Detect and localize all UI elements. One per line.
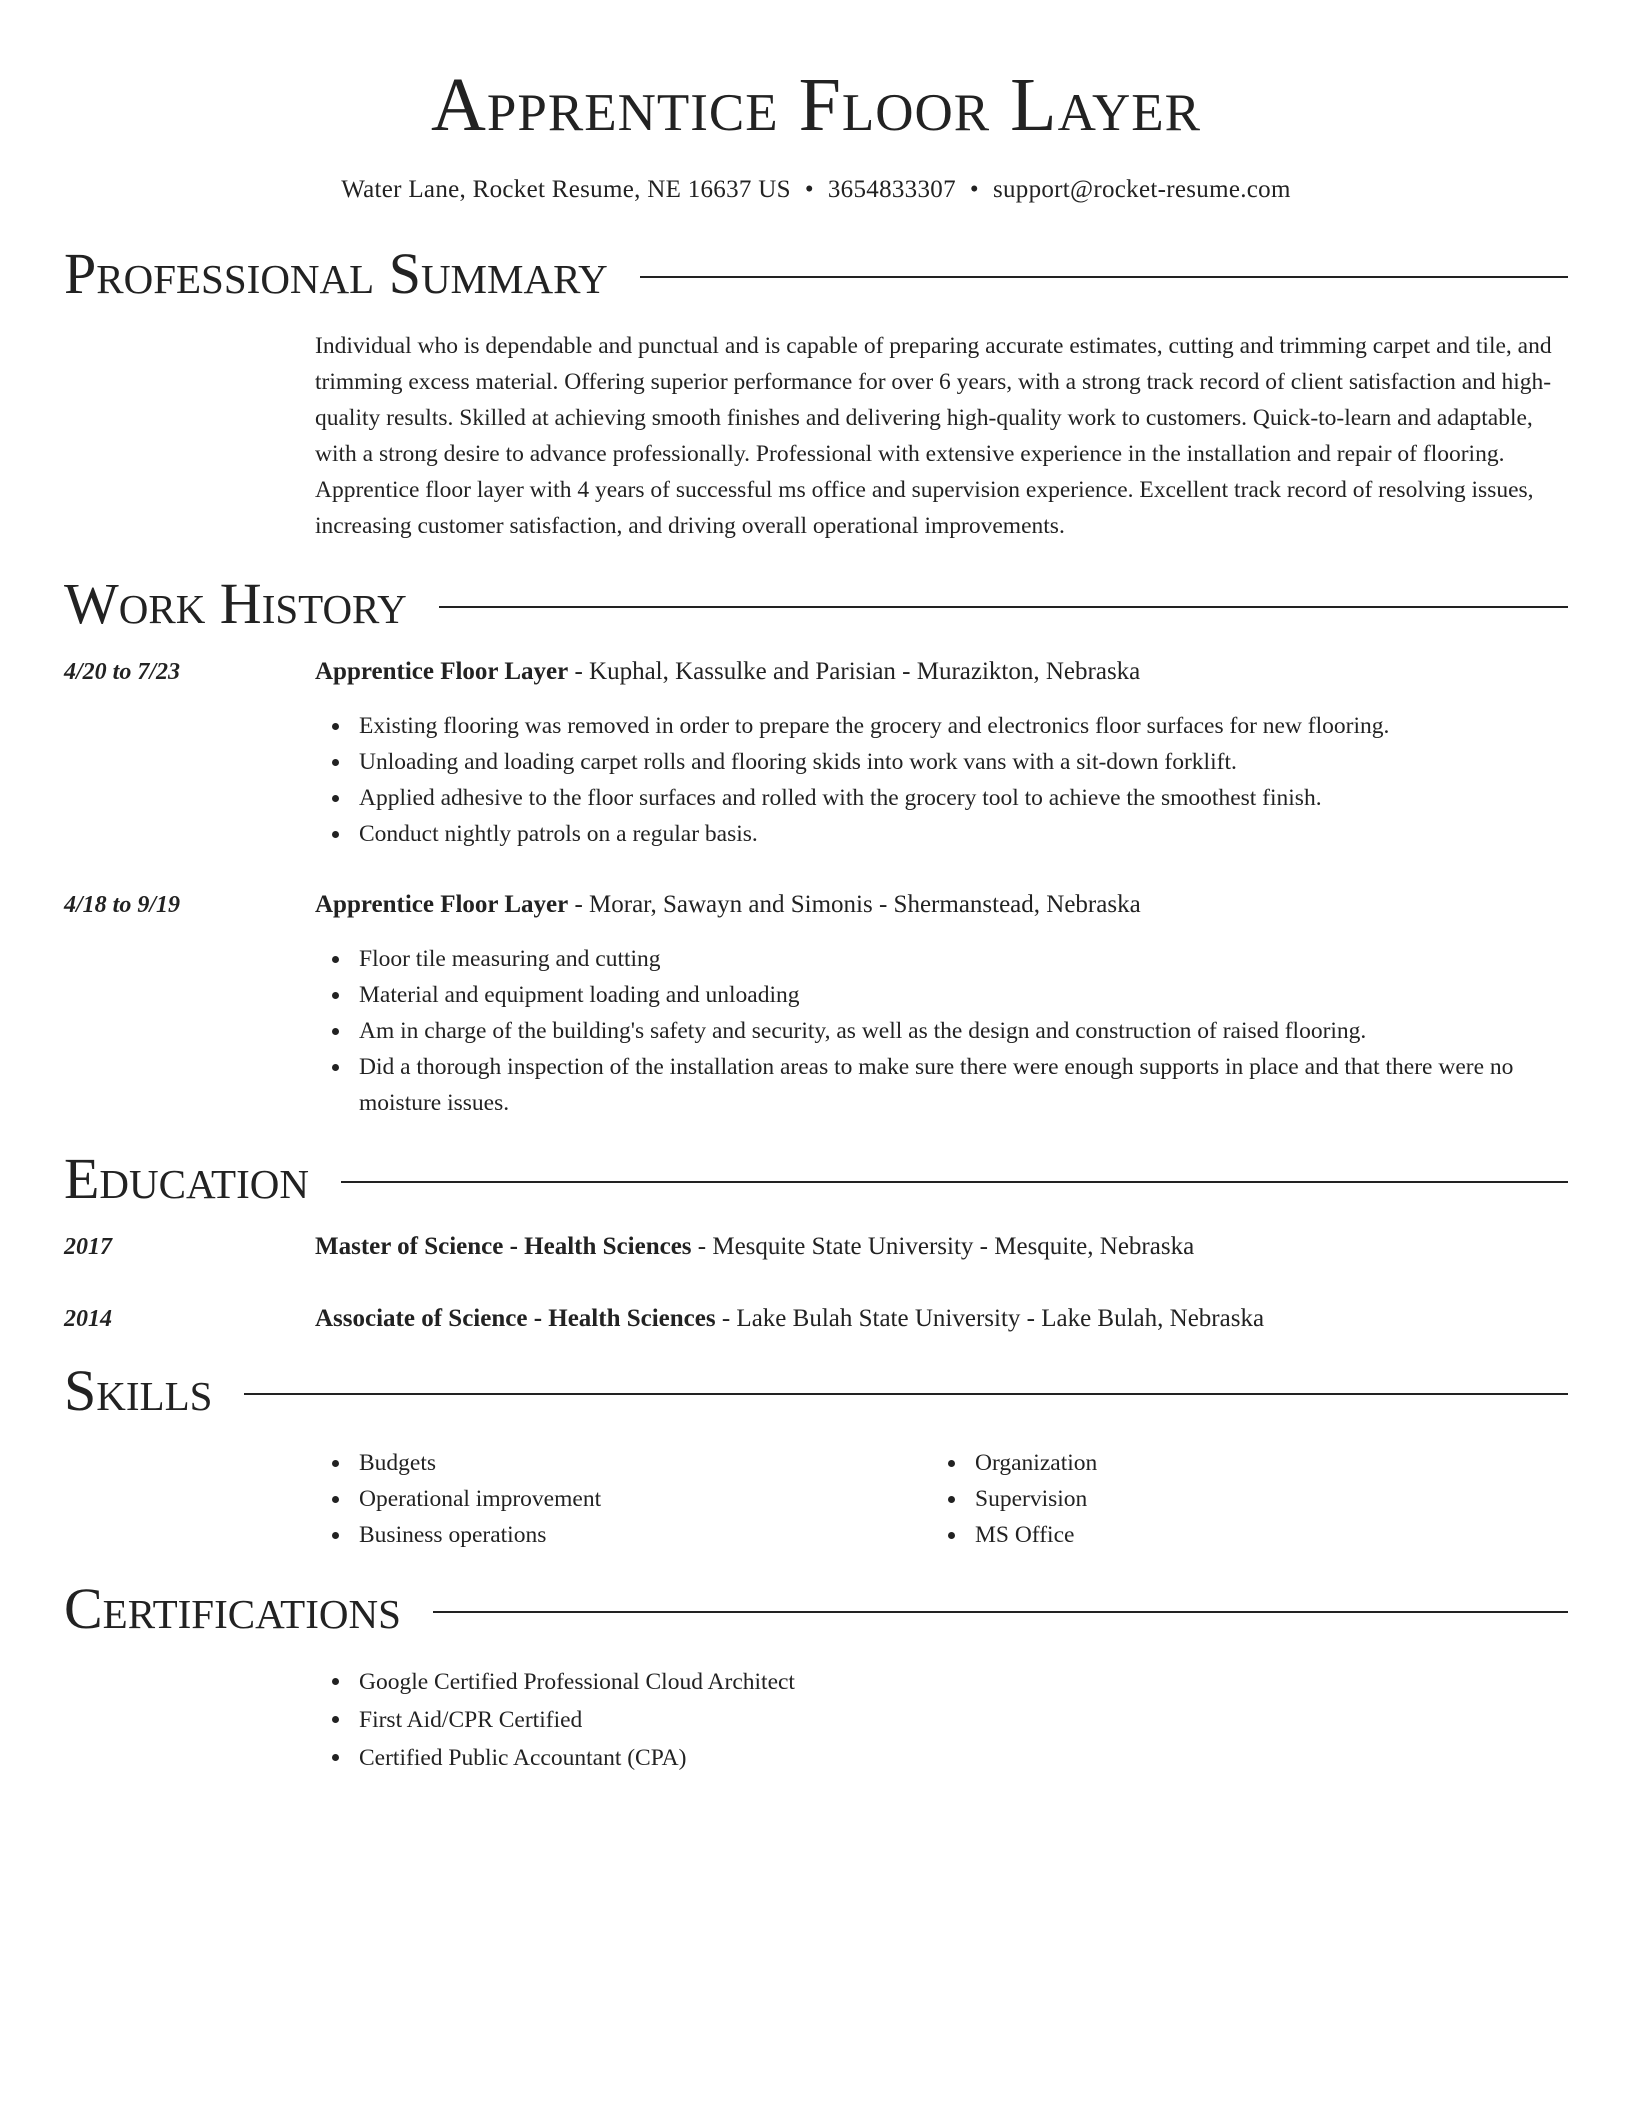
job-title-line: [315, 654, 1568, 690]
section-divider: [244, 1393, 1568, 1395]
job-content: [315, 654, 1568, 852]
summary-heading: Professional Summary: [64, 241, 608, 306]
job-bullet: Applied adhesive to the floor surfaces and rolled with the grocery tool to achieve the smoothest finish.: [315, 780, 1568, 816]
education-entry: [64, 1301, 1568, 1337]
job-details: - Morar, Sawayn and Simonis - Shermanstead, Nebraska: [568, 891, 1141, 918]
job-entry: [64, 887, 1568, 1121]
job-bullet: Material and equipment loading and unloading: [315, 977, 1568, 1013]
work-section-header: [64, 572, 1568, 636]
skill-item: MS Office: [931, 1517, 1547, 1553]
education-section-header: [64, 1147, 1568, 1211]
certification-item: Google Certified Professional Cloud Architect: [315, 1663, 1568, 1701]
contact-separator: •: [804, 176, 814, 203]
skill-item: Business operations: [315, 1517, 931, 1553]
section-divider: [439, 606, 1568, 608]
education-degree: Master of Science - Health Sciences: [315, 1233, 692, 1260]
certifications-heading: Certifications: [64, 1576, 401, 1641]
education-degree: Associate of Science - Health Sciences: [315, 1305, 716, 1332]
job-bullet: Am in charge of the building's safety and security, as well as the design and construction of raised flooring.: [315, 1013, 1568, 1049]
contact-address: Water Lane, Rocket Resume, NE 16637 US: [341, 176, 791, 203]
skills-heading: Skills: [64, 1358, 213, 1423]
job-bullet: Floor tile measuring and cutting: [315, 941, 1568, 977]
education-details: - Mesquite State University - Mesquite, Nebraska: [691, 1233, 1195, 1260]
skill-item: Operational improvement: [315, 1481, 931, 1517]
job-bullets: [315, 708, 1568, 852]
work-heading: Work History: [64, 571, 407, 636]
section-divider: [433, 1611, 1568, 1613]
skills-column-right: [931, 1445, 1547, 1553]
job-bullets: [315, 941, 1568, 1121]
certifications-list-wrap: [315, 1663, 1568, 1777]
job-entry: [64, 654, 1568, 852]
education-line: [315, 1229, 1568, 1265]
education-details: - Lake Bulah State University - Lake Bulah, Nebraska: [715, 1305, 1265, 1332]
skills-grid: [315, 1445, 1568, 1553]
education-line: [315, 1301, 1568, 1337]
skill-item: Budgets: [315, 1445, 931, 1481]
section-divider: [341, 1181, 1568, 1183]
job-dates: 4/18 to 9/19: [64, 892, 181, 918]
contact-phone: 3654833307: [827, 176, 956, 203]
summary-text: Individual who is dependable and punctual and is capable of preparing accurate estimates, cutting and trimming carpet and tile, and trimming excess material. Offering superior performance for over 6 years, with a strong track record of client satisfaction and high-quality results. Skilled at achieving smooth finishes and delivering high-quality work to customers. Quick-to-learn and adaptable, with a strong desire to advance professionally. Professional with extensive experience in the installation and repair of flooring. Apprentice floor layer with 4 years of successful ms office and supervision experience. Excellent track record of resolving issues, increasing customer satisfaction, and driving overall operational improvements.: [315, 333, 1552, 539]
contact-separator: •: [969, 176, 979, 203]
resume-page: [64, 0, 1568, 1777]
education-heading: Education: [64, 1146, 309, 1211]
job-bullet: Did a thorough inspection of the installation areas to make sure there were enough supports in place and that there were no moisture issues.: [315, 1049, 1568, 1121]
education-year: 2014: [64, 1306, 112, 1332]
contact-line: [64, 174, 1568, 206]
candidate-name: Apprentice Floor Layer: [431, 63, 1201, 147]
education-entry: [64, 1229, 1568, 1265]
skill-item: Supervision: [931, 1481, 1547, 1517]
job-content: [315, 887, 1568, 1121]
certifications-section-header: [64, 1577, 1568, 1641]
certification-item: First Aid/CPR Certified: [315, 1701, 1568, 1739]
certification-item: Certified Public Accountant (CPA): [315, 1739, 1568, 1777]
job-details: - Kuphal, Kassulke and Parisian - Murazikton, Nebraska: [568, 658, 1141, 685]
job-bullet: Existing flooring was removed in order to prepare the grocery and electronics floor surfaces for new flooring.: [315, 708, 1568, 744]
summary-section-header: [64, 242, 1568, 306]
job-bullet: Unloading and loading carpet rolls and flooring skids into work vans with a sit-down forklift.: [315, 744, 1568, 780]
job-title: Apprentice Floor Layer: [315, 891, 569, 918]
skill-item: Organization: [931, 1445, 1547, 1481]
section-divider: [640, 276, 1568, 278]
job-title: Apprentice Floor Layer: [315, 658, 569, 685]
job-bullet: Conduct nightly patrols on a regular basis.: [315, 816, 1568, 852]
job-title-line: [315, 887, 1568, 923]
skills-section-header: [64, 1359, 1568, 1423]
job-dates: 4/20 to 7/23: [64, 659, 181, 685]
education-year: 2017: [64, 1234, 112, 1260]
certifications-list: [315, 1663, 1568, 1777]
skills-column-left: [315, 1445, 931, 1553]
contact-email: support@rocket-resume.com: [992, 176, 1291, 203]
